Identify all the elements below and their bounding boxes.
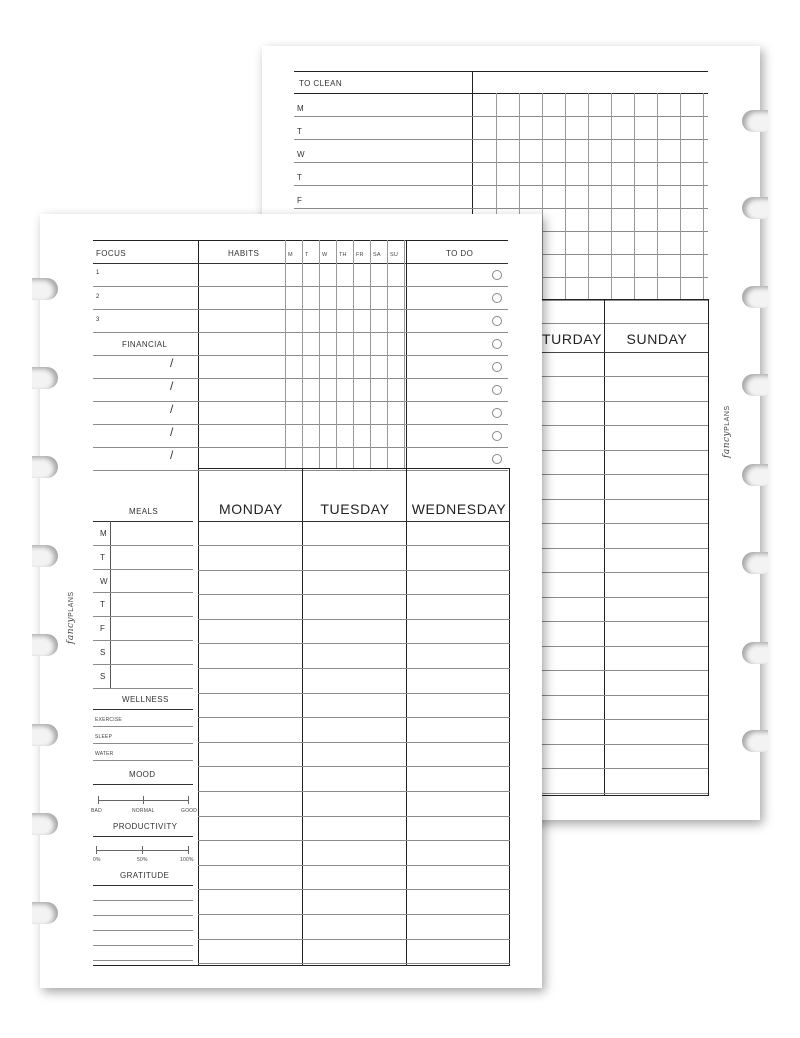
meal-day-label: S bbox=[100, 672, 106, 681]
day-line bbox=[198, 766, 510, 767]
day-line bbox=[542, 499, 708, 500]
days-top-rule bbox=[198, 468, 510, 469]
day-line bbox=[542, 474, 708, 475]
mood-rule bbox=[93, 784, 193, 785]
clean-day-label: T bbox=[297, 127, 303, 136]
habit-col-line bbox=[404, 240, 405, 468]
disc-notch bbox=[742, 374, 768, 396]
meal-line bbox=[93, 569, 193, 570]
front-planner-page bbox=[40, 214, 542, 988]
meal-line bbox=[93, 640, 193, 641]
meal-line bbox=[93, 545, 193, 546]
top-rule bbox=[93, 240, 508, 241]
productivity-scale-label: 0% bbox=[93, 857, 101, 863]
day-header-wednesday: WEDNESDAY bbox=[411, 501, 507, 517]
day-line bbox=[198, 939, 510, 940]
day-column-divider bbox=[604, 299, 605, 795]
day-line bbox=[542, 793, 708, 794]
day-line bbox=[542, 523, 708, 524]
disc-notch bbox=[32, 813, 58, 835]
habit-day-label: TH bbox=[339, 252, 347, 258]
day-line bbox=[542, 621, 708, 622]
todo-circle-icon bbox=[492, 293, 502, 303]
mood-tick bbox=[143, 796, 144, 804]
habit-day-label: FR bbox=[356, 252, 364, 258]
meals-rule bbox=[93, 521, 193, 522]
gratitude-label: GRATITUDE bbox=[120, 871, 170, 880]
grid-row-line bbox=[294, 139, 708, 140]
habit-col-line bbox=[370, 240, 371, 468]
day-line bbox=[198, 865, 510, 866]
wellness-line bbox=[93, 760, 193, 761]
day-line bbox=[198, 570, 510, 571]
grid-row-line bbox=[294, 185, 708, 186]
habit-col-line bbox=[285, 240, 286, 468]
productivity-label: PRODUCTIVITY bbox=[113, 822, 178, 831]
grid-row-line bbox=[93, 309, 508, 310]
grid-col-line bbox=[634, 93, 635, 299]
financial-label: FINANCIAL bbox=[122, 340, 168, 349]
grid-row-line bbox=[93, 378, 508, 379]
wellness-item: EXERCISE bbox=[95, 717, 122, 723]
meal-line bbox=[93, 616, 193, 617]
grid-row-line bbox=[93, 286, 508, 287]
grid-row-line bbox=[93, 332, 508, 333]
wellness-item: WATER bbox=[95, 751, 114, 757]
grid-col-line bbox=[680, 93, 681, 299]
todo-divider bbox=[406, 240, 407, 468]
day-line bbox=[198, 791, 510, 792]
day-line bbox=[542, 670, 708, 671]
disc-notch bbox=[32, 367, 58, 389]
disc-notch bbox=[32, 724, 58, 746]
todo-circle-icon bbox=[492, 385, 502, 395]
habit-day-label: SU bbox=[390, 252, 399, 258]
disc-notch bbox=[32, 634, 58, 656]
day-line bbox=[542, 597, 708, 598]
day-line bbox=[542, 548, 708, 549]
mood-tick bbox=[98, 796, 99, 804]
sidebar-divider bbox=[198, 240, 199, 966]
productivity-tick bbox=[142, 846, 143, 854]
day-line bbox=[542, 450, 708, 451]
productivity-scale-label: 100% bbox=[180, 857, 194, 863]
meal-line bbox=[93, 664, 193, 665]
todo-circle-icon bbox=[492, 362, 502, 372]
wellness-line bbox=[93, 743, 193, 744]
disc-notch bbox=[742, 197, 768, 219]
gratitude-line bbox=[93, 915, 193, 916]
meal-line bbox=[93, 688, 193, 689]
todo-circle-icon bbox=[492, 316, 502, 326]
habit-day-label: T bbox=[305, 252, 309, 258]
habit-day-label: SA bbox=[373, 252, 381, 258]
financial-slash: / bbox=[170, 379, 174, 393]
focus-label: FOCUS bbox=[96, 249, 126, 258]
days-bottom-rule bbox=[198, 965, 510, 966]
productivity-scale-label: 50% bbox=[137, 857, 148, 863]
day-line bbox=[198, 963, 510, 964]
day-line bbox=[542, 425, 708, 426]
day-line bbox=[198, 693, 510, 694]
day-line bbox=[198, 889, 510, 890]
day-line bbox=[542, 646, 708, 647]
days-bottom-rule bbox=[542, 795, 709, 796]
mood-scale-label: BAD bbox=[91, 808, 102, 814]
productivity-tick bbox=[188, 846, 189, 854]
habit-day-label: M bbox=[288, 252, 293, 258]
day-line bbox=[198, 594, 510, 595]
grid-row-line bbox=[93, 447, 508, 448]
wellness-line bbox=[93, 726, 193, 727]
clean-day-label: M bbox=[297, 104, 305, 113]
day-line bbox=[198, 668, 510, 669]
disc-notch bbox=[32, 545, 58, 567]
mood-tick bbox=[188, 796, 189, 804]
grid-col-line bbox=[542, 93, 543, 299]
to-clean-top-rule bbox=[294, 71, 708, 72]
to-clean-label: TO CLEAN bbox=[299, 79, 343, 88]
day-line bbox=[542, 768, 708, 769]
meal-day-label: F bbox=[100, 624, 106, 633]
meal-day-label: T bbox=[100, 553, 106, 562]
day-header-rule bbox=[542, 352, 708, 353]
day-line bbox=[542, 744, 708, 745]
brand-logo: fancyPLANS bbox=[722, 405, 732, 458]
grid-row-line bbox=[93, 470, 508, 471]
grid-col-line bbox=[657, 93, 658, 299]
day-line bbox=[198, 619, 510, 620]
disc-notch bbox=[742, 464, 768, 486]
grid-row-line bbox=[93, 424, 508, 425]
days-top-rule bbox=[542, 299, 709, 300]
financial-slash: / bbox=[170, 448, 174, 462]
meal-day-label: T bbox=[100, 600, 106, 609]
sidebar-bottom-rule bbox=[93, 965, 198, 966]
focus-item: 1 bbox=[96, 270, 100, 276]
meal-day-label: M bbox=[100, 529, 108, 538]
gratitude-line bbox=[93, 930, 193, 931]
todo-circle-icon bbox=[492, 431, 502, 441]
meal-day-label: S bbox=[100, 648, 106, 657]
todo-circle-icon bbox=[492, 408, 502, 418]
day-line bbox=[198, 643, 510, 644]
day-column-divider bbox=[708, 299, 709, 795]
day-line bbox=[198, 717, 510, 718]
habit-day-label: W bbox=[322, 252, 328, 258]
disc-notch bbox=[742, 552, 768, 574]
day-line bbox=[542, 695, 708, 696]
mood-scale-label: GOOD bbox=[181, 808, 198, 814]
disc-notch bbox=[742, 730, 768, 752]
clean-day-label: T bbox=[297, 173, 303, 182]
financial-slash: / bbox=[170, 356, 174, 370]
habit-col-line bbox=[302, 240, 303, 468]
meal-line bbox=[93, 592, 193, 593]
habit-col-line bbox=[319, 240, 320, 468]
day-line bbox=[198, 545, 510, 546]
to-clean-header-rule bbox=[294, 93, 708, 94]
productivity-rule bbox=[93, 836, 193, 837]
day-line bbox=[198, 816, 510, 817]
wellness-rule bbox=[93, 709, 193, 710]
day-line bbox=[542, 572, 708, 573]
disc-notch bbox=[742, 110, 768, 132]
day-header-sunday: SUNDAY bbox=[626, 331, 688, 347]
todo-label: TO DO bbox=[446, 249, 474, 258]
disc-notch bbox=[742, 286, 768, 308]
todo-circle-icon bbox=[492, 454, 502, 464]
header-rule bbox=[93, 263, 508, 264]
grid-row-line bbox=[294, 162, 708, 163]
mood-label: MOOD bbox=[129, 770, 156, 779]
wellness-label: WELLNESS bbox=[122, 695, 169, 704]
productivity-tick bbox=[96, 846, 97, 854]
grid-row-line bbox=[93, 401, 508, 402]
todo-circle-icon bbox=[492, 270, 502, 280]
day-header-rule bbox=[198, 521, 510, 522]
meal-day-label: W bbox=[100, 577, 108, 586]
clean-day-label: F bbox=[297, 196, 303, 205]
day-line bbox=[542, 376, 708, 377]
grid-col-line bbox=[703, 93, 704, 299]
grid-col-line bbox=[588, 93, 589, 299]
day-line bbox=[542, 401, 708, 402]
brand-logo: fancyPLANS bbox=[66, 591, 76, 644]
day-header-saturday: TURDAY bbox=[542, 331, 602, 347]
wellness-item: SLEEP bbox=[95, 734, 113, 740]
clean-day-label: W bbox=[297, 150, 305, 159]
habit-col-line bbox=[353, 240, 354, 468]
habits-label: HABITS bbox=[228, 249, 260, 258]
disc-notch bbox=[32, 456, 58, 478]
habit-col-line bbox=[387, 240, 388, 468]
focus-item: 2 bbox=[96, 294, 100, 300]
financial-slash: / bbox=[170, 425, 174, 439]
gratitude-line bbox=[93, 960, 193, 961]
disc-notch bbox=[32, 902, 58, 924]
grid-col-line bbox=[611, 93, 612, 299]
disc-notch bbox=[32, 278, 58, 300]
day-line bbox=[198, 840, 510, 841]
habit-col-line bbox=[336, 240, 337, 468]
gratitude-line bbox=[93, 945, 193, 946]
day-line bbox=[198, 914, 510, 915]
day-header-tuesday: TUESDAY bbox=[320, 501, 390, 517]
mood-scale-label: NORMAL bbox=[132, 808, 155, 814]
grid-row-line bbox=[93, 355, 508, 356]
grid-row-line bbox=[294, 208, 708, 209]
financial-slash: / bbox=[170, 402, 174, 416]
disc-notch bbox=[742, 642, 768, 664]
gratitude-rule bbox=[93, 885, 193, 886]
grid-row-line bbox=[294, 116, 708, 117]
meals-label: MEALS bbox=[129, 507, 159, 516]
day-line bbox=[542, 719, 708, 720]
grid-col-line bbox=[565, 93, 566, 299]
todo-circle-icon bbox=[492, 339, 502, 349]
gratitude-line bbox=[93, 900, 193, 901]
day-line bbox=[198, 742, 510, 743]
day-header-monday: MONDAY bbox=[218, 501, 283, 517]
focus-item: 3 bbox=[96, 317, 100, 323]
